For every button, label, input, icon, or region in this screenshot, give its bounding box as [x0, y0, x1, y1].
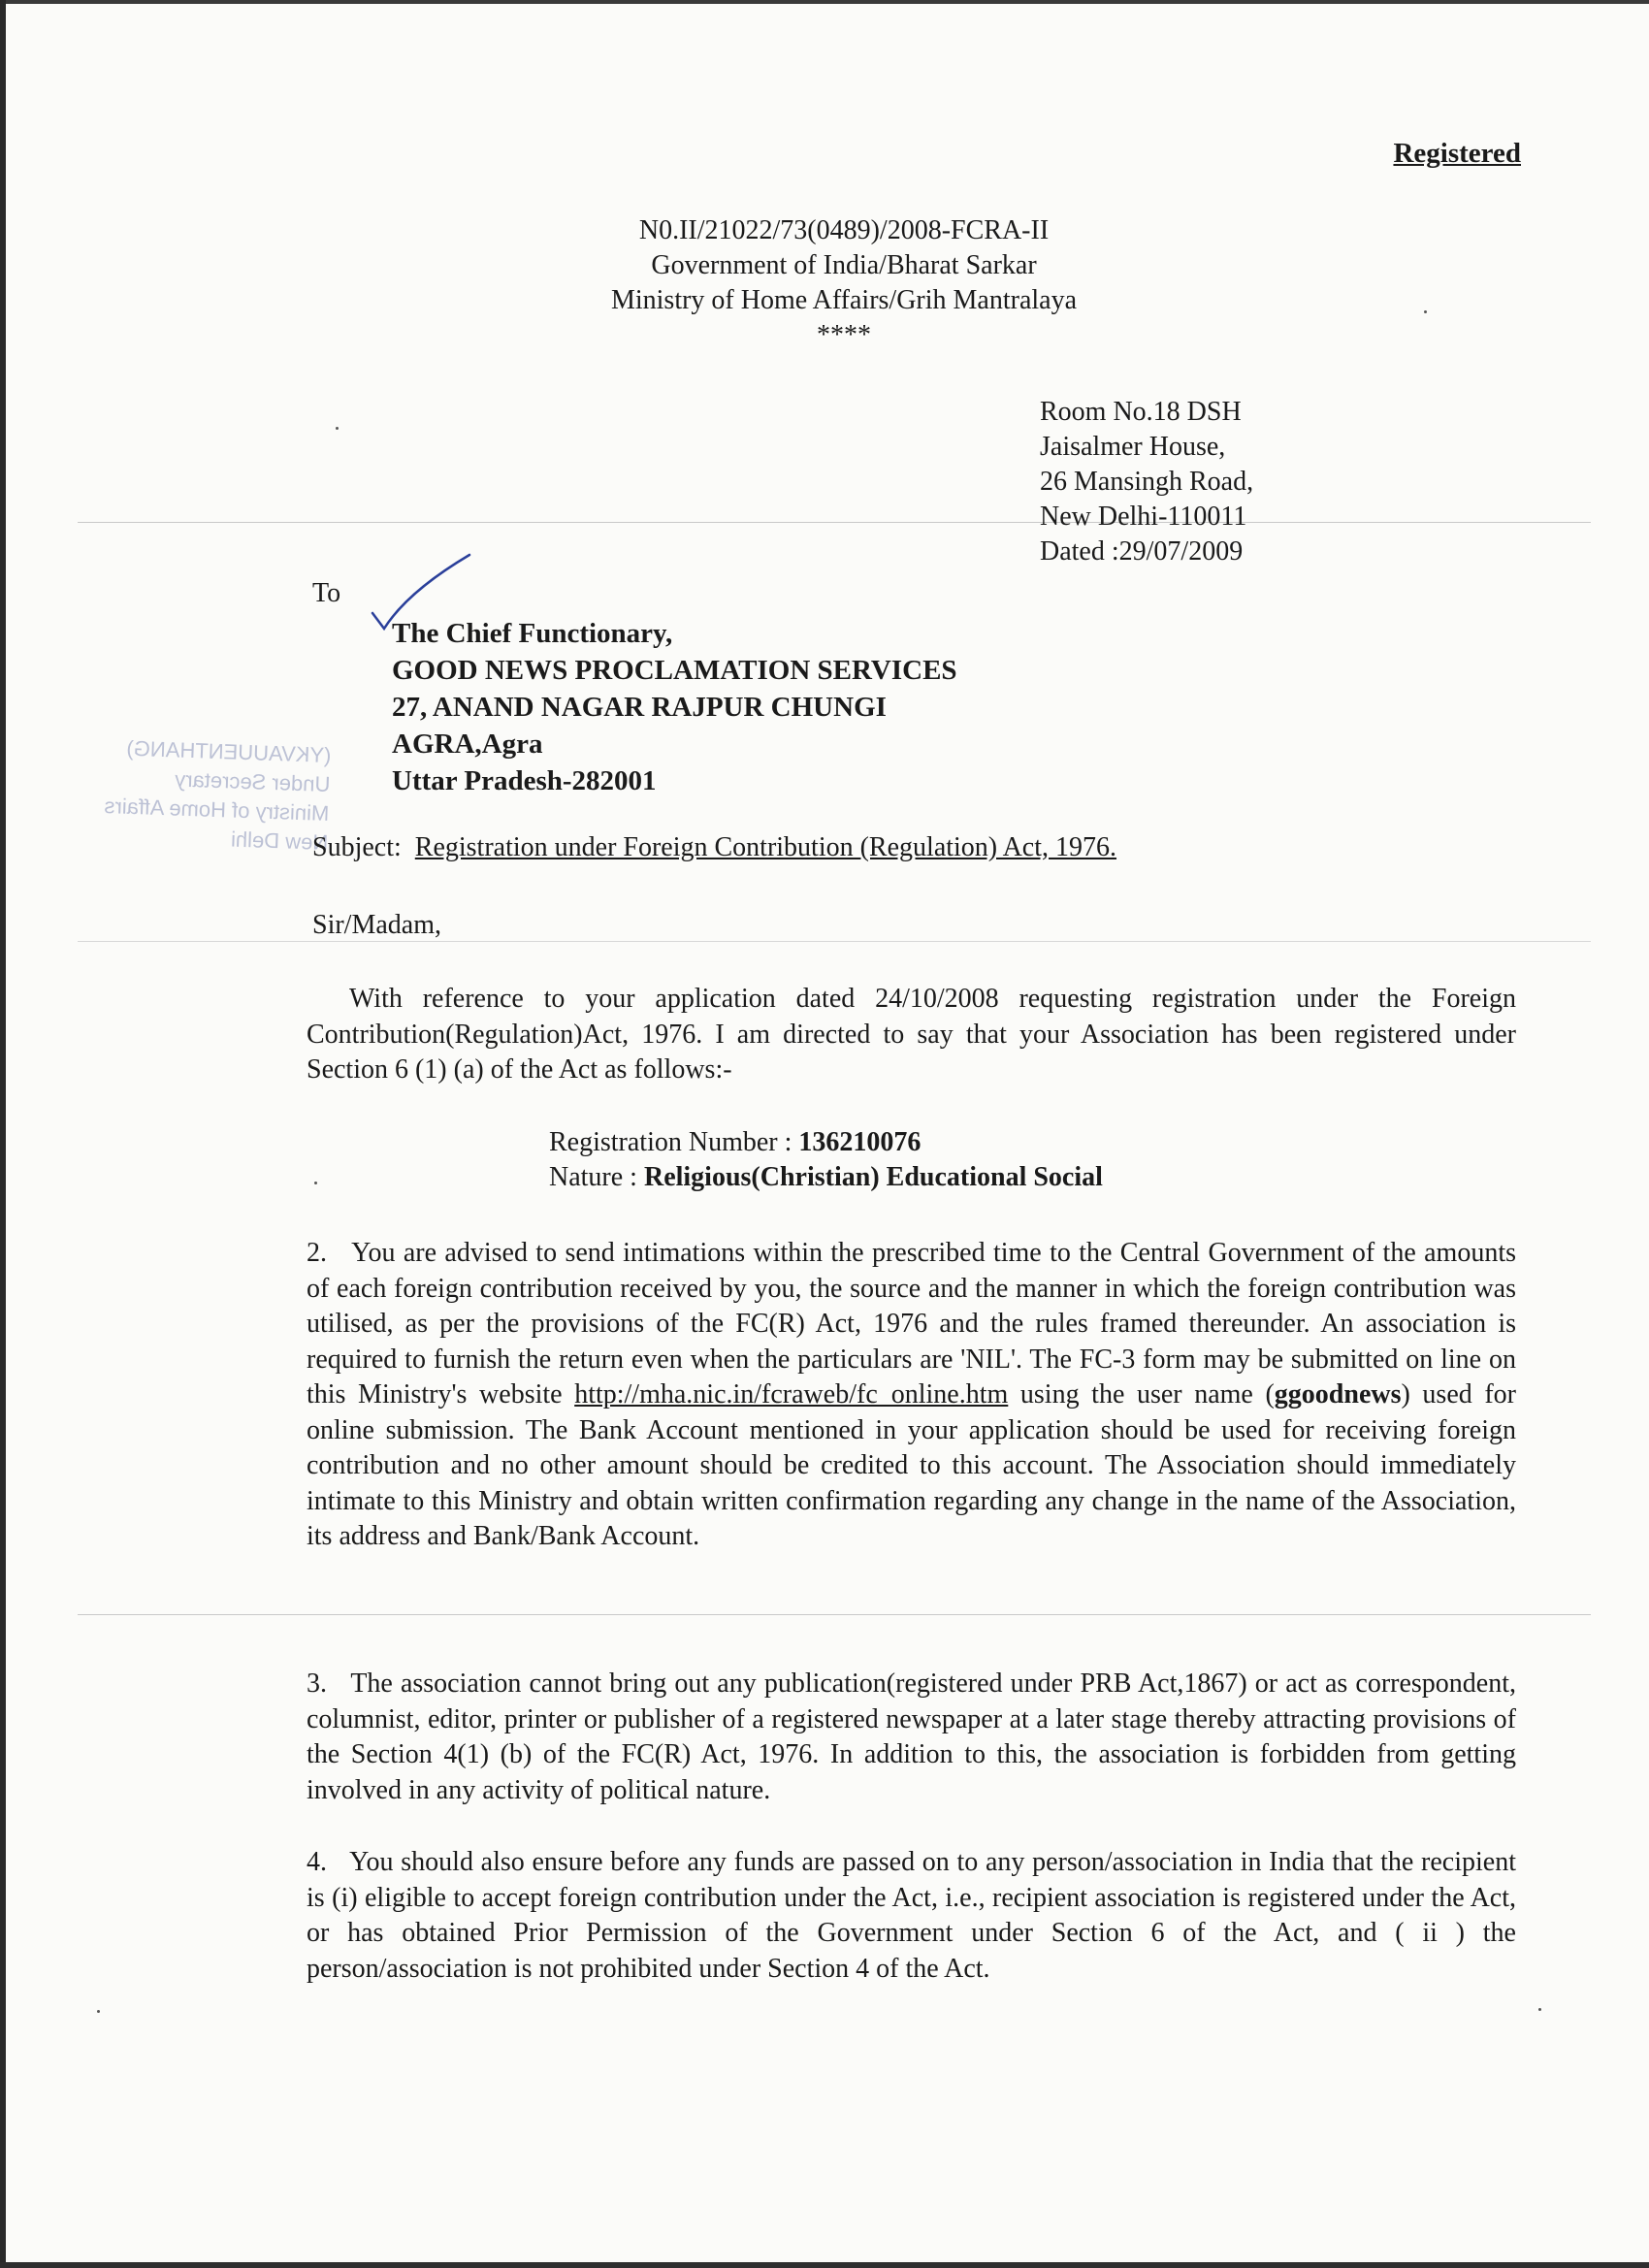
nature-label: Nature : — [549, 1162, 644, 1192]
paragraph-4-text: You should also ensure before any funds are passed on to any person/association in India that the recipient is (i) eligible to accept foreign contribution under the Act, i.e., recipient association is registered under the Act, or has obtained Prior Permission of the Government under Section 6 of the Act, and ( ii ) the person/association is not prohibited under Section 4 of the Act. — [307, 1847, 1516, 1984]
fold-line — [78, 1614, 1591, 1615]
recipient-organisation: GOOD NEWS PROCLAMATION SERVICES — [392, 655, 957, 686]
fc-online-link[interactable]: http://mha.nic.in/fcraweb/fc_online.htm — [574, 1379, 1009, 1409]
paragraph-3-text: The association cannot bring out any publication(registered under PRB Act,1867) or act as correspondent, columnist, editor, printer or publisher of a registered newspaper at a later stage thereby attracting provisions of the Section 4(1) (b) of the FC(R) Act, 1976. In addition to this, the association is forbidden from getting involved in any activity of political nature. — [307, 1669, 1516, 1805]
recipient-block — [392, 615, 957, 799]
government-name: Government of India/Bharat Sarkar — [651, 250, 1037, 280]
salutation: Sir/Madam, — [312, 910, 441, 940]
paragraph-2 — [307, 1236, 1516, 1555]
scan-speck — [336, 427, 339, 430]
subject-line — [312, 832, 1116, 863]
recipient-title: The Chief Functionary, — [392, 618, 673, 649]
sender-address — [1040, 395, 1253, 569]
paragraph-4-number: 4. — [307, 1847, 327, 1877]
paragraph-2-number: 2. — [307, 1238, 327, 1268]
scan-edge-bottom — [0, 2262, 1649, 2268]
fold-line — [78, 941, 1591, 942]
scan-speck — [97, 2010, 100, 2013]
ministry-name: Ministry of Home Affairs/Grih Mantralaya — [610, 285, 1078, 315]
address-building: Jaisalmer House, — [1040, 432, 1226, 462]
recipient-city: AGRA,Agra — [392, 729, 543, 760]
registered-label: Registered — [1393, 138, 1521, 169]
recipient-state: Uttar Pradesh-282001 — [392, 765, 657, 796]
scan-edge-top — [0, 0, 1649, 4]
paragraph-3-number: 3. — [307, 1669, 327, 1699]
registration-number-label: Registration Number : — [549, 1127, 799, 1157]
registration-details — [549, 1125, 1103, 1195]
fold-line — [78, 522, 1591, 523]
scan-speck — [1424, 310, 1427, 313]
show-through-stamp: (YKVAUUENTHANG) Under Secretary Ministry of Home Affairs New Delhi — [104, 735, 332, 856]
subject-label: Subject: — [312, 832, 402, 862]
paragraph-2-text-a: You are advised to send intimations within the prescribed time to the Central Government of the amounts of each foreign contribution received by you, the source and the manner in which the foreign contribution was utilised, as per the provisions of the FC(R) Act, 1976 and the rules framed thereunder. An association is required to furnish the return even when the particulars are 'NIL'. The FC-3 form may be submitted on line on this Ministry's website — [307, 1238, 1517, 1409]
registration-number-value: 136210076 — [798, 1127, 922, 1157]
nature-value: Religious(Christian) Educational Social — [643, 1162, 1103, 1192]
recipient-street: 27, ANAND NAGAR RAJPUR CHUNGI — [392, 692, 887, 723]
subject-text: Registration under Foreign Contribution (Regulation) Act, 1976. — [414, 832, 1117, 862]
paragraph-3 — [307, 1667, 1516, 1808]
address-street: 26 Mansingh Road, — [1040, 467, 1254, 497]
paragraph-1 — [307, 982, 1516, 1088]
to-label: To — [312, 578, 341, 608]
header-separator: **** — [817, 320, 871, 350]
paragraph-4 — [307, 1845, 1516, 1987]
scan-edge-left — [0, 0, 6, 2268]
paragraph-2-text-c: ) used for online submission. The Bank Account mentioned in your application should be used for receiving foreign contribution and no other amount should be credited to this account. The Association should immediately intimate to this Ministry and obtain written confirmation regarding any change in the name of the Association, its address and Bank/Bank Account. — [307, 1379, 1516, 1551]
address-room: Room No.18 DSH — [1040, 397, 1242, 427]
letterhead — [466, 213, 1222, 353]
nature-line — [549, 1160, 1103, 1195]
paragraph-1-text: With reference to your application dated 24/10/2008 requesting registration under the Foreign Contribution(Regulation)Act, 1976. I am directed to say that your Association has been registered under Section 6 (1) (a) of the Act as follows:- — [307, 984, 1516, 1085]
paragraph-2-text-b: using the user name ( — [1008, 1379, 1275, 1409]
address-city: New Delhi-110011 — [1040, 502, 1247, 532]
letter-date: Dated :29/07/2009 — [1040, 536, 1244, 567]
username-value: ggoodnews — [1274, 1379, 1402, 1409]
registration-number-line — [549, 1125, 1103, 1160]
scan-speck — [314, 1182, 317, 1184]
scan-speck — [1538, 2008, 1541, 2011]
reference-number: N0.II/21022/73(0489)/2008-FCRA-II — [638, 215, 1050, 245]
